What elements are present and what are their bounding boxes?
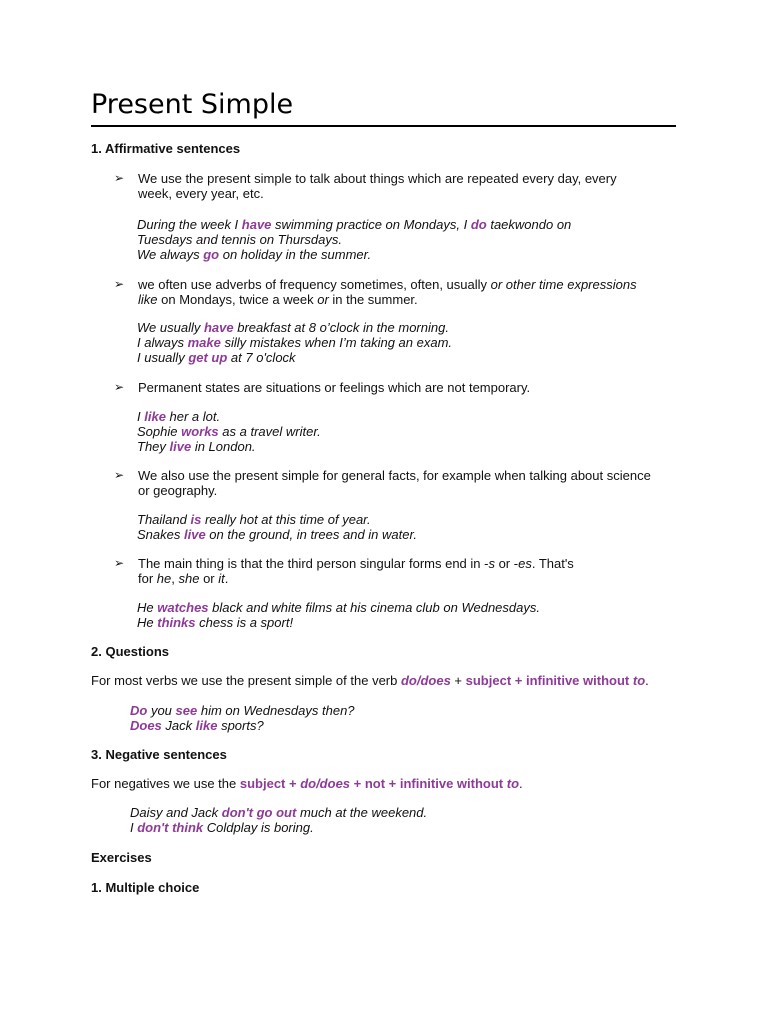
- example-line: We usually have breakfast at 8 o’clock in the morning.: [137, 320, 449, 335]
- bullet-arrow-icon: ➢: [114, 277, 125, 291]
- example-line: He watches black and white films at his cinema club on Wednesdays.: [137, 600, 540, 615]
- bullet-4-examples: [137, 512, 417, 542]
- example-line: Does Jack like sports?: [130, 718, 264, 733]
- example-line: We always go on holiday in the summer.: [137, 247, 372, 262]
- example-line: Tuesdays and tennis on Thursdays.: [137, 232, 342, 247]
- bullet-1-text: We use the present simple to talk about things which are repeated every day, every week, every year, etc.: [138, 171, 617, 201]
- example-line: He thinks chess is a sport!: [137, 615, 294, 630]
- example-line: I don't think Coldplay is boring.: [130, 820, 314, 835]
- bullet-1-examples: [137, 217, 571, 262]
- bullet-arrow-icon: ➢: [114, 468, 125, 482]
- bullet-arrow-icon: ➢: [114, 380, 125, 394]
- example-line: I like her a lot.: [137, 409, 221, 424]
- negatives-examples: [130, 805, 427, 835]
- bullet-4-text: We also use the present simple for general facts, for example when talking about science or geography.: [138, 468, 651, 498]
- bullet-arrow-icon: ➢: [114, 556, 125, 570]
- questions-examples: [130, 703, 355, 733]
- page-title: Present Simple: [91, 89, 294, 120]
- section-heading-exercises: Exercises: [91, 850, 152, 865]
- title-underline: [91, 125, 676, 127]
- bullet-2-text: we often use adverbs of frequency sometimes, often, usually or other time expressions like on Mondays, twice a week or in the summer.: [138, 277, 637, 307]
- bullet-3-examples: [137, 409, 321, 454]
- example-line: Do you see him on Wednesdays then?: [130, 703, 355, 718]
- bullet-5-examples: [137, 600, 540, 630]
- bullet-arrow-icon: ➢: [114, 171, 125, 185]
- section-heading-questions: 2. Questions: [91, 644, 170, 659]
- example-line: Daisy and Jack don't go out much at the weekend.: [130, 805, 428, 820]
- example-line: Snakes live on the ground, in trees and in water.: [137, 527, 417, 542]
- exercise-heading-multiple-choice: 1. Multiple choice: [91, 880, 200, 895]
- bullet-3-text: Permanent states are situations or feelings which are not temporary.: [138, 380, 531, 395]
- example-line: They live in London.: [137, 439, 256, 454]
- bullet-5-text: The main thing is that the third person singular forms end in -s or -es. That's for he, she or it.: [138, 556, 574, 586]
- section-heading-affirmative: 1. Affirmative sentences: [91, 141, 241, 156]
- negatives-paragraph: For negatives we use the subject + do/does + not + infinitive without to.: [91, 776, 523, 791]
- example-line: I usually get up at 7 o'clock: [137, 350, 296, 365]
- example-line: Sophie works as a travel writer.: [137, 424, 321, 439]
- bullet-2-examples: [137, 320, 452, 365]
- example-line: Thailand is really hot at this time of year.: [137, 512, 371, 527]
- section-heading-negative: 3. Negative sentences: [91, 747, 227, 762]
- example-line: During the week I have swimming practice on Mondays, I do taekwondo on: [137, 217, 572, 232]
- example-line: I always make silly mistakes when I’m taking an exam.: [137, 335, 453, 350]
- questions-paragraph: For most verbs we use the present simple of the verb do/does + subject + infinitive without to.: [91, 673, 649, 688]
